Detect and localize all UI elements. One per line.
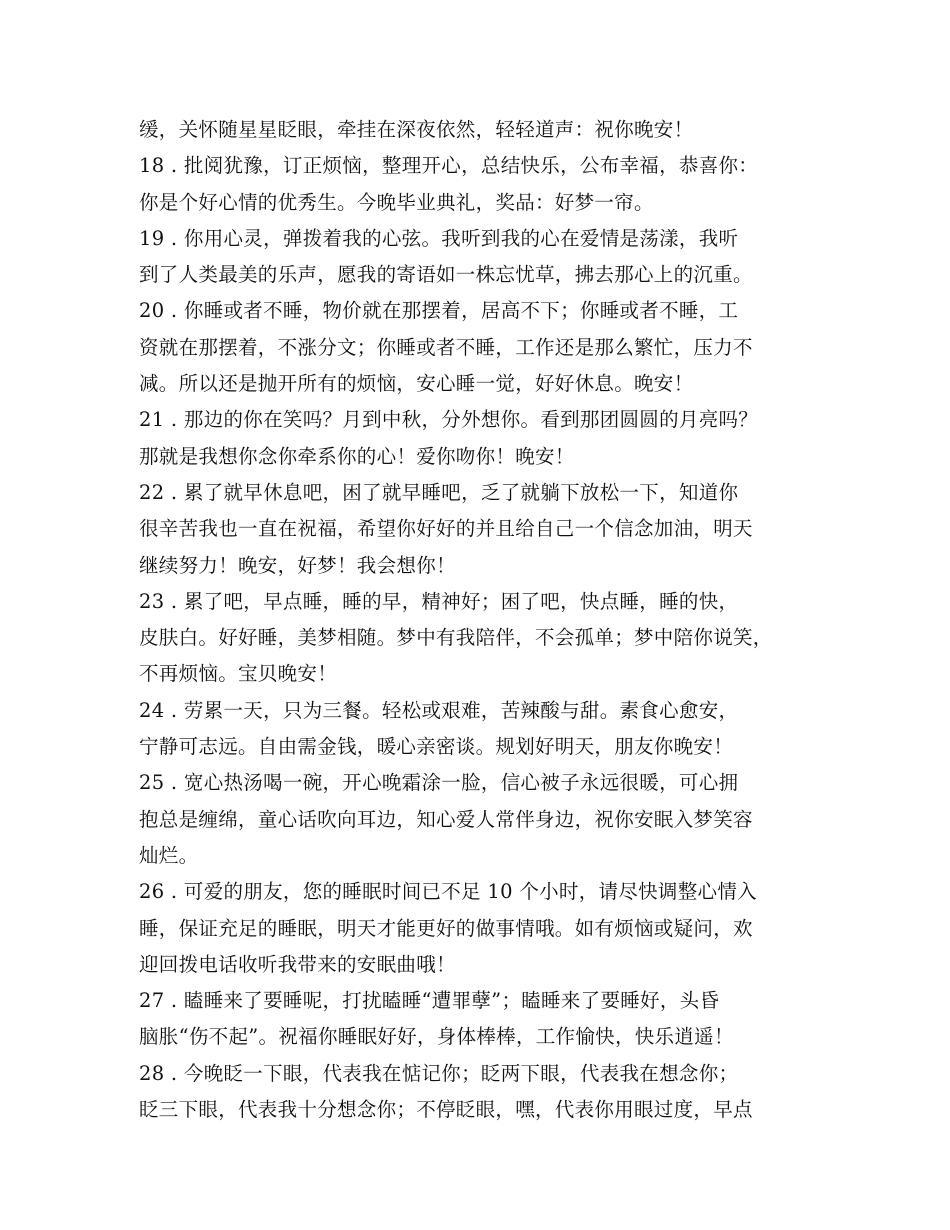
document-body bbox=[139, 112, 819, 1128]
text-line: 22 . 累了就早休息吧，困了就早睡吧，乏了就躺下放松一下，知道你 bbox=[139, 480, 739, 504]
text-line: 脑胀“伤不起”。祝福你睡眠好好，身体棒棒，工作愉快，快乐逍遥！ bbox=[139, 1025, 734, 1049]
text-line: 20 . 你睡或者不睡，物价就在那摆着，居高不下；你睡或者不睡，工 bbox=[139, 299, 739, 323]
text-line: 27 . 瞌睡来了要睡呢，打扰瞌睡“遭罪孽”；瞌睡来了要睡好，头昏 bbox=[139, 989, 720, 1013]
text-line: 19 . 你用心灵，弹拨着我的心弦。我听到我的心在爱情是荡漾，我听 bbox=[139, 226, 739, 250]
text-line: 资就在那摆着，不涨分文；你睡或者不睡，工作还是那么繁忙，压力不 bbox=[139, 335, 753, 359]
text-line: 眨三下眼，代表我十分想念你；不停眨眼，嘿，代表你用眼过度，早点 bbox=[139, 1098, 753, 1122]
text-line: 18 . 批阅犹豫，订正烦恼，整理开心，总结快乐，公布幸福，恭喜你： bbox=[139, 154, 759, 178]
text-line: 迎回拨电话收听我带来的安眠曲哦！ bbox=[139, 952, 456, 976]
text-line: 不再烦恼。宝贝晚安！ bbox=[139, 662, 338, 686]
text-line: 很辛苦我也一直在祝福，希望你好好的并且给自己一个信念加油，明天 bbox=[139, 517, 753, 541]
text-line: 继续努力！晚安，好梦！我会想你！ bbox=[139, 553, 456, 577]
text-line: 到了人类最美的乐声，愿我的寄语如一株忘忧草，拂去那心上的沉重。 bbox=[139, 263, 753, 287]
text-line: 抱总是缠绵，童心话吹向耳边，知心爱人常伴身边，祝你安眠入梦笑容 bbox=[139, 807, 753, 831]
text-line: 24 . 劳累一天，只为三餐。轻松或艰难，苦辣酸与甜。素食心愈安， bbox=[139, 698, 739, 722]
text-line: 你是个好心情的优秀生。今晚毕业典礼，奖品：好梦一帘。 bbox=[139, 190, 654, 214]
text-line: 皮肤白。好好睡，美梦相随。梦中有我陪伴，不会孤单；梦中陪你说笑， bbox=[139, 626, 773, 650]
text-line: 25 . 宽心热汤喝一碗，开心晚霜涂一脸，信心被子永远很暖，可心拥 bbox=[139, 771, 739, 795]
text-line: 宁静可志远。自由需金钱，暖心亲密谈。规划好明天，朋友你晚安！ bbox=[139, 735, 734, 759]
text-line: 21 . 那边的你在笑吗？月到中秋，分外想你。看到那团圆圆的月亮吗？ bbox=[139, 408, 759, 432]
text-line: 那就是我想你念你牵系你的心！爱你吻你！晚安！ bbox=[139, 444, 575, 468]
text-line: 23 . 累了吧，早点睡，睡的早，精神好；困了吧，快点睡，睡的快， bbox=[139, 589, 739, 613]
text-line: 缓，关怀随星星眨眼，牵挂在深夜依然，轻轻道声：祝你晚安！ bbox=[139, 118, 694, 141]
text-line: 睡，保证充足的睡眠，明天才能更好的做事情哦。如有烦恼或疑问，欢 bbox=[139, 916, 753, 940]
text-line: 28 . 今晚眨一下眼，代表我在惦记你；眨两下眼，代表我在想念你； bbox=[139, 1061, 739, 1085]
text-line: 26 . 可爱的朋友，您的睡眠时间已不足 10 个小时，请尽快调整心情入 bbox=[139, 880, 757, 904]
text-line: 灿烂。 bbox=[139, 843, 199, 867]
text-line: 减。所以还是抛开所有的烦恼，安心睡一觉，好好休息。晚安！ bbox=[139, 372, 694, 396]
